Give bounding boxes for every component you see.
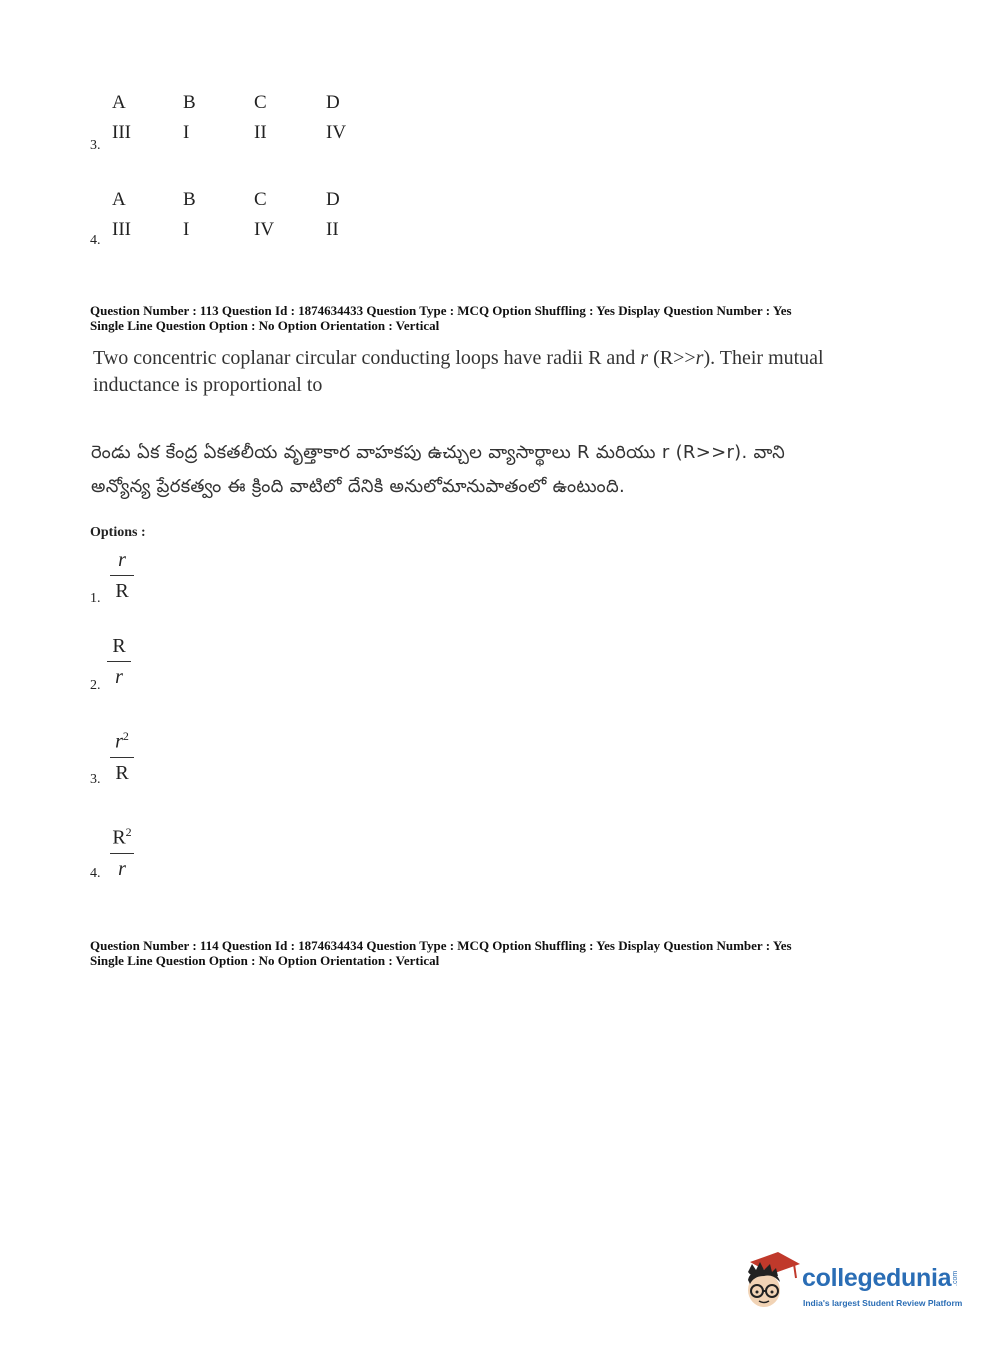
q113-meta-line2: Single Line Question Option : No Option Orientation : Vertical [90, 318, 440, 333]
collegedunia-logo[interactable] [742, 1250, 972, 1312]
q114-meta-line2: Single Line Question Option : No Option Orientation : Vertical [90, 953, 440, 968]
prev-option-4-value-a: III [112, 219, 131, 240]
option-3-exponent: 2 [122, 729, 129, 743]
logo-wordmark [802, 1264, 974, 1293]
option-1[interactable] [88, 548, 168, 610]
option-3-fraction [110, 724, 134, 785]
option-4-denominator: r [118, 857, 126, 880]
mascot-icon [742, 1250, 802, 1312]
option-2-denominator: r [115, 666, 123, 688]
prev-option-4-header-b: B [183, 189, 196, 210]
option-3-denominator: R [115, 761, 129, 784]
prev-option-4-value-d: II [326, 219, 339, 240]
prev-option-3-header-d: D [326, 92, 340, 113]
option-1-number: 1. [90, 591, 101, 606]
option-2-fraction [107, 634, 131, 689]
prev-option-3 [88, 90, 388, 160]
prev-option-3-number: 3. [90, 138, 101, 153]
fraction-bar [110, 575, 134, 576]
option-4-number: 4. [90, 866, 101, 881]
option-1-denominator: R [115, 580, 129, 602]
prev-option-4-header-d: D [326, 189, 340, 210]
prev-option-4 [88, 187, 388, 257]
prev-option-3-value-d: IV [326, 122, 347, 143]
option-3-number: 3. [90, 772, 101, 787]
options-label: Options : [90, 525, 146, 540]
q113-meta [90, 303, 792, 333]
prev-option-3-header-c: C [254, 92, 267, 113]
q113-english-text [93, 345, 893, 399]
option-4-fraction [110, 820, 134, 881]
option-2-number: 2. [90, 678, 101, 693]
option-4-exponent: 2 [125, 825, 132, 839]
option-2-numerator: R [112, 635, 126, 657]
q113-english-line1: Two concentric coplanar circular conducting loops have radii R and r (R>>r). Their mutual [93, 347, 824, 369]
logo-name: collegedunia [802, 1264, 952, 1292]
q113-telugu-text [91, 436, 891, 504]
option-4[interactable] [88, 818, 168, 884]
q113-telugu-line2: అన్యోన్య ప్రేరకత్వం ఈ క్రింది వాటిలో దేనికి అనులోమానుపాతంలో ఉంటుంది. [91, 476, 626, 497]
fraction-bar [110, 757, 134, 758]
prev-option-4-number: 4. [90, 233, 101, 248]
q114-meta [90, 938, 792, 968]
prev-option-4-value-b: I [183, 219, 190, 240]
fraction-bar [107, 661, 131, 662]
option-4-numerator: $R^2$ [112, 825, 132, 849]
q114-meta-line1: Question Number : 114 Question Id : 1874634434 Question Type : MCQ Option Shuffling : Yes Display Question Number : Yes [90, 938, 792, 953]
q113-telugu-line1: రెండు ఏక కేంద్ర ఏకతలీయ వృత్తాకార వాహకపు ఉచ్చుల వ్యాసార్థాలు R మరియు r (R>>r). వాని [91, 442, 786, 463]
q113-english-line2: inductance is proportional to [93, 374, 323, 396]
prev-option-4-value-c: IV [254, 219, 275, 240]
option-1-numerator: r [118, 549, 126, 571]
option-1-fraction [110, 548, 134, 603]
fraction-bar [110, 853, 134, 854]
q113-meta-line1: Question Number : 113 Question Id : 1874634433 Question Type : MCQ Option Shuffling : Yes Display Question Number : Yes [90, 303, 792, 318]
prev-option-4-header-a: A [112, 189, 126, 210]
logo-suffix: .com [952, 1270, 960, 1286]
prev-option-3-value-a: III [112, 122, 131, 143]
option-3[interactable] [88, 722, 168, 788]
option-3-numerator: $r^2$ [115, 729, 129, 753]
option-2[interactable] [88, 634, 168, 696]
logo-tagline: India's largest Student Review Platform [803, 1298, 963, 1308]
prev-option-3-header-b: B [183, 92, 196, 113]
prev-option-3-header-a: A [112, 92, 126, 113]
prev-option-3-value-b: I [183, 122, 190, 143]
prev-option-4-header-c: C [254, 189, 267, 210]
prev-option-3-value-c: II [254, 122, 267, 143]
